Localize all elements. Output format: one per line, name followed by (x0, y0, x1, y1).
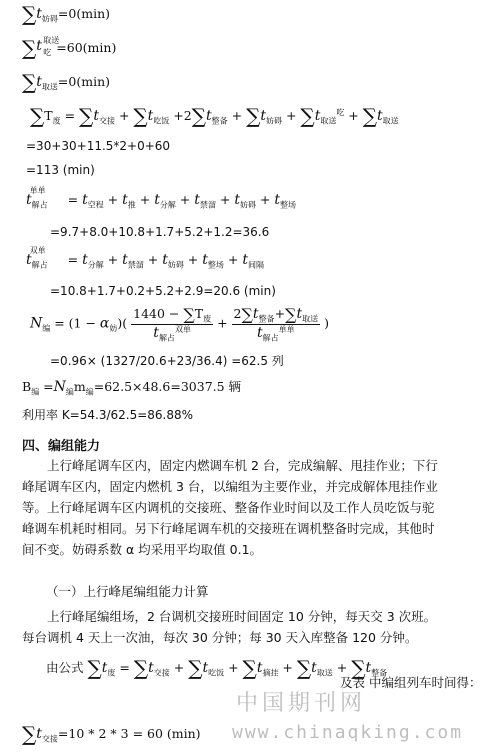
formula-line-1: $\sum t_{妨碍}=0(\min)$ (22, 2, 111, 26)
formula-line-2: ∑ t 取送 吃 =60(min) (22, 36, 117, 60)
formula-b: $B_编 =N_编m_编=62.5\times 48.6=3037.5$ 辆 (22, 379, 242, 397)
formula-last-line: $\sum t_{交接}=10 * 2 * 3 = 60$ (min) (22, 722, 201, 746)
watermark-url: www.chinaqking.com (232, 722, 464, 743)
watermark-cn: 中国期刊网 (236, 691, 367, 716)
calc-line-5: =0.96× (1327/20.6+23/36.4) =62.5 列 (50, 354, 284, 368)
utilization-line: 利用率 K=54.3/62.5=86.88% (22, 408, 194, 422)
formula-t-shuang: $t_{解占}^{双单} = t_{分解} + t_{禁溜} + t_{妨碍} + t_{整场} + t_{间隔}$ (26, 246, 264, 270)
formula-n: $N_编 = (1 - \alpha_妨)$( $\frac{1440 - \sum T_废}{t_{解占}^{双单}}$ + $\frac{2\sum t_{整备}+\sum t_{取送}}{t_{解占}^{单单}}$ ) (30, 305, 329, 342)
calc-line-3: =9.7+8.0+10.8+1.7+5.2+1.2=36.6 (50, 225, 270, 239)
calc-line-4: =10.8+1.7+0.2+5.2+2.9=20.6 (min) (50, 284, 276, 298)
formula-suffix: 及表 中编组列车时间得： (340, 675, 481, 690)
calc-line-2: =113 (min) (26, 163, 95, 177)
formula-sum-t: $\sum T_废 = \sum t_{交接} + \sum t_{吃饭} +2\sum t_{整备} + \sum t_{妨碍} + \sum t_{取送}^吃 + \sum t_{取送}$ (30, 104, 399, 128)
subsection-heading: （一）上行峰尾编组能力计算 (46, 584, 209, 599)
section-paragraph-2: 上行峰尾编组场，2 台调机交接班时间固定 10 分钟，每天交 3 次班。每台调机 4 天上一次油，每次 30 分钟；每 30 天入库整备 120 分钟。 (22, 609, 437, 645)
formula-reference-line: 由公式 $\sum t_废 = \sum t_{交接} + \sum t_{吃饭} + \sum t_{摘挂} + \sum t_{取送} + \sum t_{整备}$ (46, 656, 388, 680)
formula-t-dan: $t_{解占}^{单单} = t_{空程} + t_推 + t_{分解} + t_{禁溜} + t_{妨碍} + t_{整场}$ (26, 186, 297, 210)
section-paragraph-1: 上行峰尾调车区内，固定内燃调车机 2 台，完成编解、甩挂作业；下行峰尾调车区内，固定内燃机 3 台，以编组为主要作业，并完成解体甩挂作业等。上行峰尾调车区内调机的交接班、整备作业时间以及工作人员吃饭与驼峰调车机耗时相同。另下行峰尾调车机的交接班在调机整备时完成，其他时间不变。妨碍系数 α 均采用平均取值 0.1。 (22, 458, 438, 557)
calc-line-1: =30+30+11.5*2+0+60 (26, 139, 171, 153)
section-heading: 四、编组能力 (22, 439, 101, 454)
formula-line-3: $\sum t_{取送}=0(\min)$ (22, 70, 111, 94)
